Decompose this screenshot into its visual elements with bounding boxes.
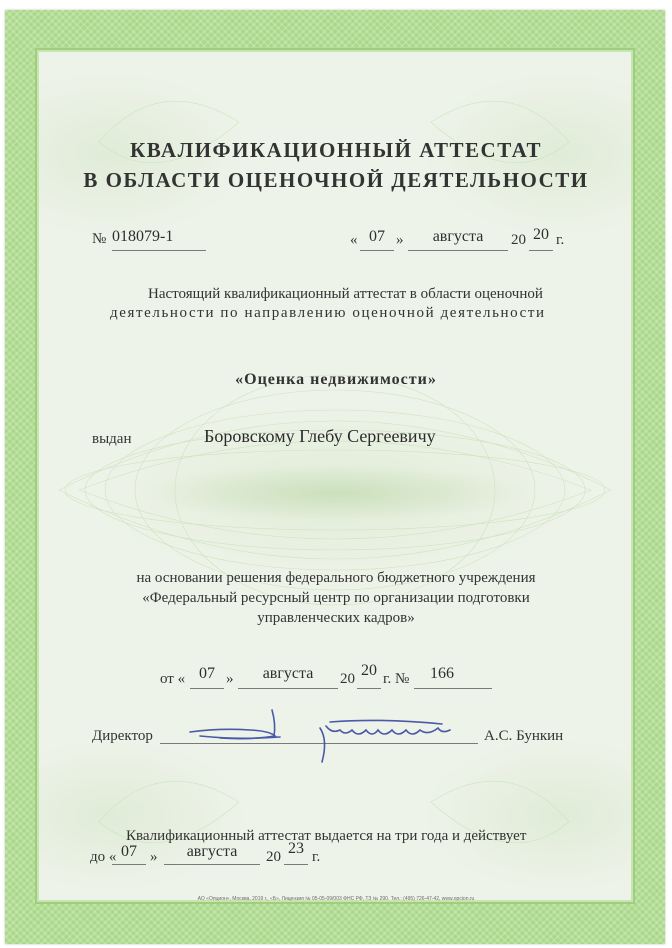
validity-until: до « [90,849,117,865]
certificate-number: 018079-1 [112,228,174,245]
issued-label: выдан [92,431,132,447]
decision-month-underline [238,688,338,689]
title-line-2: В ОБЛАСТИ ОЦЕНОЧНОЙ ДЕЯТЕЛЬНОСТИ [83,168,589,192]
validity-month-underline [164,864,260,865]
decision-number-underline [414,688,492,689]
title-line-1: КВАЛИФИКАЦИОННЫЙ АТТЕСТАТ [130,138,542,162]
validity-year-underline [284,864,308,865]
validity-day: 07 [121,843,137,860]
decision-year-underline [357,688,381,689]
director-label: Директор [92,728,153,744]
validity-month: августа [186,843,238,860]
decision-quote-close: » [226,671,234,687]
decision-month: августа [262,665,314,682]
printer-imprint: АО «Опцион», Москва, 2019 г., «Б», Лицензия № 05-05-09/003 ФНС РФ, ТЗ № 290. Тел.: (495) 726-47-42, www.opcion.ru [197,896,475,902]
number-underline [112,250,206,251]
date-month: августа [432,228,484,245]
basis-line-3: управленческих кадров» [257,610,415,626]
validity-year-unit: г. [312,849,321,865]
validity-day-underline [112,864,146,865]
number-sign: № [92,231,107,247]
date-day-underline [360,250,394,251]
intro-line-1: Настоящий квалификационный аттестат в области оценочной [148,286,543,302]
decision-year-unit: г. № [383,671,410,687]
intro-line-2: деятельности по направлению оценочной деятельности [110,305,546,321]
date-quote-open: « [350,232,358,248]
director-name: А.С. Бункин [484,728,564,744]
date-year-underline [529,250,553,251]
decision-number: 166 [430,665,454,682]
validity-year-prefix: 20 [266,849,281,865]
validity-quote-close: » [150,849,158,865]
decision-day-underline [190,688,224,689]
date-year-prefix: 20 [511,232,526,248]
validity-year-suffix: 23 [288,840,304,857]
decision-day: 07 [199,665,215,682]
date-day: 07 [369,228,385,245]
basis-line-2: «Федеральный ресурсный центр по организации подготовки [142,590,530,606]
date-month-underline [408,250,508,251]
direction-title: «Оценка недвижимости» [235,371,437,388]
date-quote-close: » [396,232,404,248]
date-year-unit: г. [556,232,565,248]
recipient-name: Боровскому Глебу Сергеевичу [204,426,436,446]
decision-year-prefix: 20 [340,671,355,687]
decision-from: от « [160,671,186,687]
validity-line-1: Квалификационный аттестат выдается на три года и действует [126,828,527,844]
director-signature [180,700,470,770]
basis-line-1: на основании решения федерального бюджетного учреждения [136,570,536,586]
decision-year-suffix: 20 [361,662,377,679]
date-year-suffix: 20 [533,226,549,243]
